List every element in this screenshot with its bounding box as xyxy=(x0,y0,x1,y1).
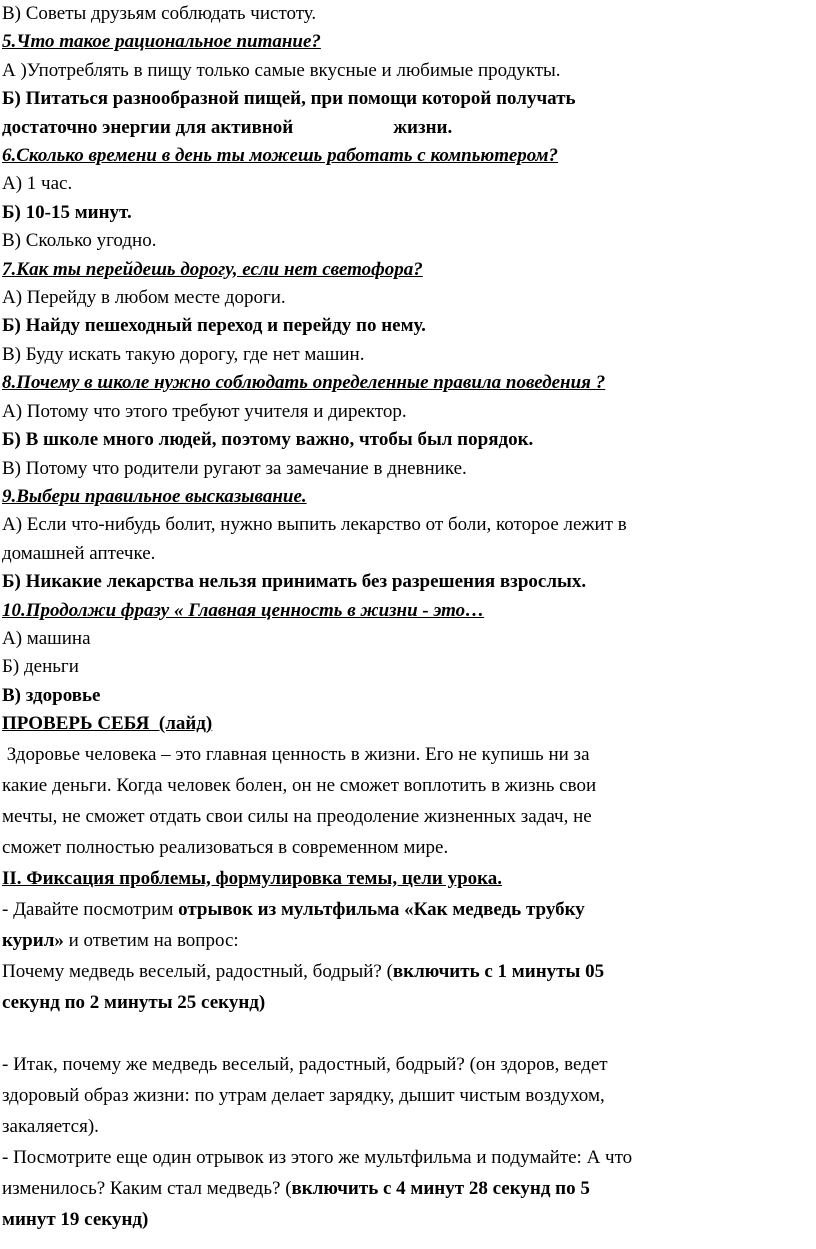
section2-line9b: включить с 4 минут 28 секунд по 5 xyxy=(291,1177,590,1199)
q10-title: 10.Продолжи фразу « Главная ценность в жизни - это… xyxy=(2,599,485,621)
section2-line1b: отрывок из мультфильма «Как медведь трубку xyxy=(178,898,585,920)
section2-line9a: изменилось? Каким стал медведь? ( xyxy=(2,1177,292,1199)
section2-line1 xyxy=(2,894,816,925)
q8-title: 8.Почему в школе нужно соблюдать определенные правила поведения ? xyxy=(2,372,606,394)
section2-line7: закаляется). xyxy=(2,1115,99,1137)
q6-answer-a: А) 1 час. xyxy=(2,173,73,195)
q5-answer-b-line2a: достаточно энергии для активной xyxy=(2,116,294,138)
section2-line3a: Почему медведь веселый, радостный, бодрый? ( xyxy=(2,960,393,982)
q10-answer-b: Б) деньги xyxy=(2,656,79,678)
q4-answer-c: В) Советы друзьям соблюдать чистоту. xyxy=(2,3,317,24)
section2-heading: II. Фиксация проблемы, формулировка темы, цели урока. xyxy=(2,867,503,889)
section2-line2 xyxy=(2,925,816,956)
check-paragraph-line2: какие деньги. Когда человек болен, он не сможет воплотить в жизнь свои xyxy=(2,774,597,796)
section2-line3b: включить с 1 минуты 05 xyxy=(392,960,605,982)
check-yourself-heading: ПРОВЕРЬ СЕБЯ (лайд) xyxy=(2,713,213,735)
q5-title: 5.Что такое рациональное питание? xyxy=(2,31,321,53)
q9-title: 9.Выбери правильное высказывание. xyxy=(2,485,307,507)
q9-answer-a-line1: А) Если что-нибудь болит, нужно выпить лекарство от боли, которое лежит в xyxy=(2,514,627,536)
q5-answer-a: А )Употреблять в пищу только самые вкусные и любимые продукты. xyxy=(2,59,561,81)
section2-line10: минут 19 секунд) xyxy=(2,1208,149,1230)
q5-answer-b-line2b: жизни. xyxy=(393,116,453,138)
q7-answer-b: Б) Найду пешеходный переход и перейду по нему. xyxy=(2,315,426,337)
section2-line9 xyxy=(2,1173,816,1204)
q8-answer-c: В) Потому что родители ругают за замечание в дневнике. xyxy=(2,457,467,479)
section2-line1a: - Давайте посмотрим xyxy=(2,898,179,920)
check-paragraph-line1: Здоровье человека – это главная ценность в жизни. Его не купишь ни за xyxy=(2,743,590,765)
q5-answer-b-line1: Б) Питаться разнообразной пищей, при помощи которой получать xyxy=(2,88,576,110)
q7-title: 7.Как ты перейдешь дорогу, если нет светофора? xyxy=(2,258,423,280)
section2-line2a: курил» xyxy=(2,929,64,951)
q8-answer-a: А) Потому что этого требуют учителя и директор. xyxy=(2,400,407,422)
check-paragraph-line4: сможет полностью реализоваться в современном мире. xyxy=(2,836,449,858)
blank-line xyxy=(2,1018,816,1049)
section2-line8: - Посмотрите еще один отрывок из этого же мультфильма и подумайте: А что xyxy=(2,1146,633,1168)
section2-line5: - Итак, почему же медведь веселый, радостный, бодрый? (он здоров, ведет xyxy=(2,1053,608,1075)
q6-title: 6.Сколько времени в день ты можешь работать с компьютером? xyxy=(2,145,559,167)
section2-line3 xyxy=(2,956,816,987)
section2-line4: секунд по 2 минуты 25 секунд) xyxy=(2,991,266,1013)
check-paragraph-line3: мечты, не сможет отдать свои силы на преодоление жизненных задач, не xyxy=(2,805,592,827)
section2-line2b: и ответим на вопрос: xyxy=(63,929,239,951)
q6-answer-b: Б) 10-15 минут. xyxy=(2,201,132,223)
q7-answer-a: А) Перейду в любом месте дороги. xyxy=(2,287,286,309)
q6-answer-c: В) Сколько угодно. xyxy=(2,230,157,252)
q5-answer-b-line2 xyxy=(2,114,816,142)
q9-answer-a-line2: домашней аптечке. xyxy=(2,542,156,564)
q10-answer-a: А) машина xyxy=(2,627,91,649)
q9-answer-b: Б) Никакие лекарства нельзя принимать без разрешения взрослых. xyxy=(2,571,587,593)
q7-answer-c: В) Буду искать такую дорогу, где нет машин. xyxy=(2,343,365,365)
section2-line6: здоровый образ жизни: по утрам делает зарядку, дышит чистым воздухом, xyxy=(2,1084,605,1106)
q10-answer-c: В) здоровье xyxy=(2,684,101,706)
q8-answer-b: Б) В школе много людей, поэтому важно, чтобы был порядок. xyxy=(2,429,534,451)
